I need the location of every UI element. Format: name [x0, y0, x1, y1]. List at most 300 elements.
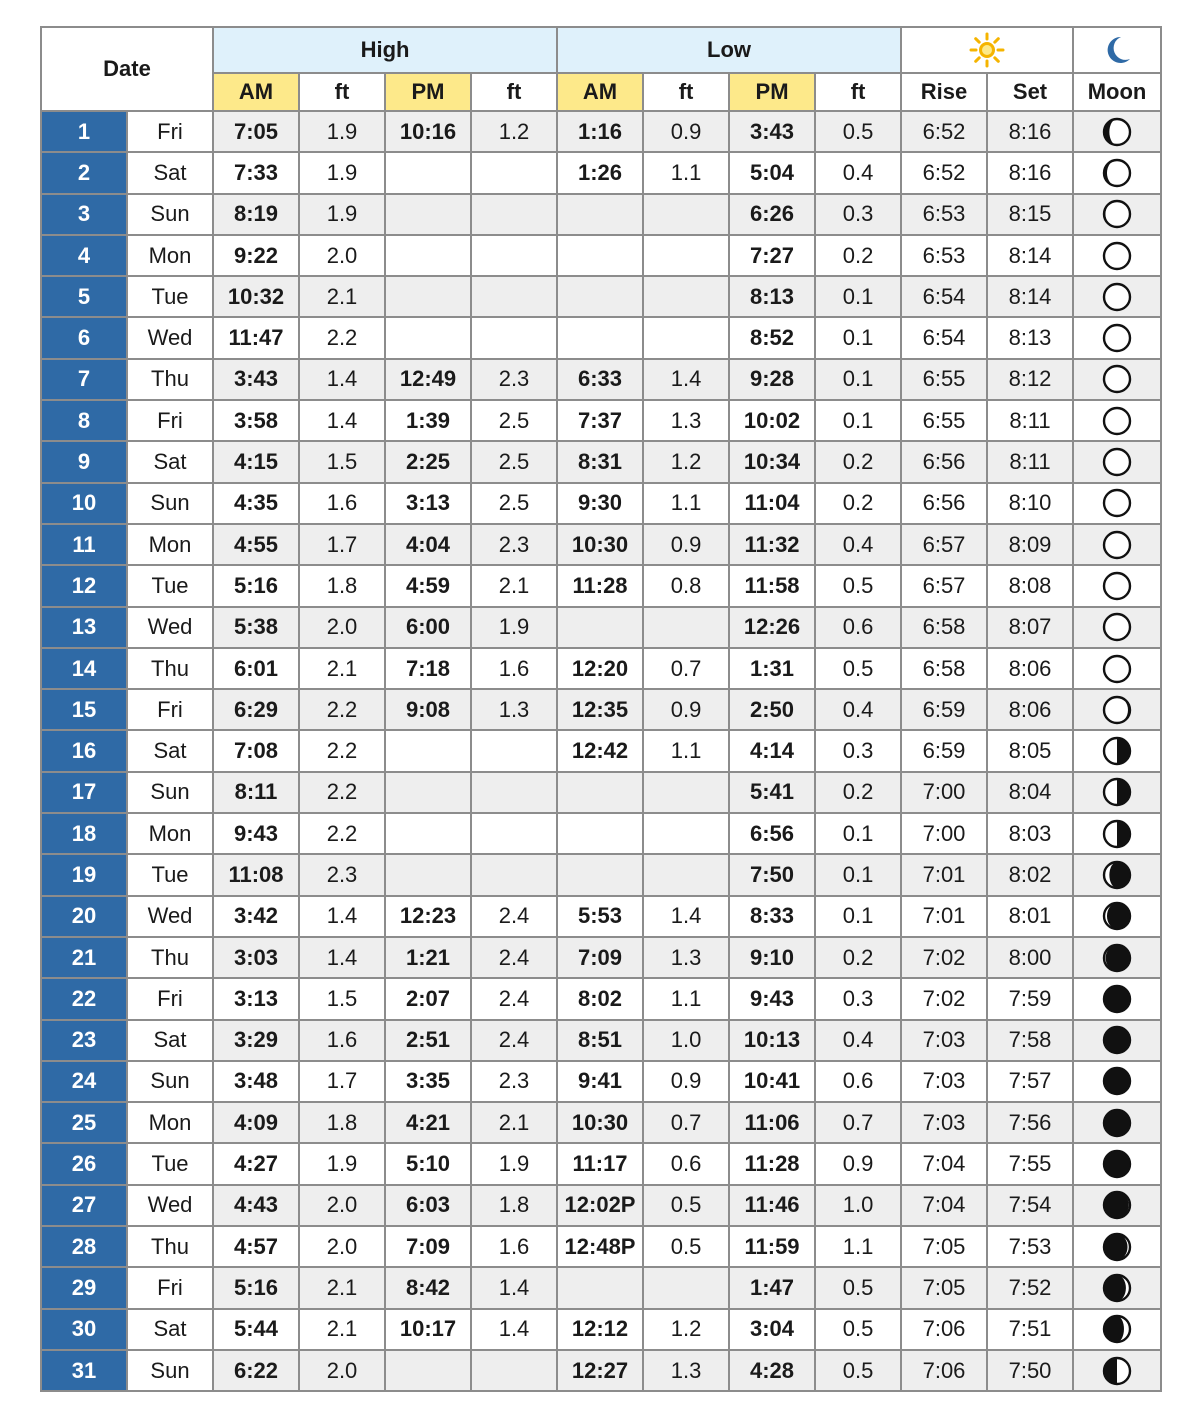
- high-am-ft: 1.4: [299, 896, 385, 937]
- day-name: Thu: [127, 1226, 213, 1267]
- day-number: 9: [41, 441, 127, 482]
- table-row: [41, 813, 1161, 854]
- low-am-ft: 1.2: [643, 441, 729, 482]
- header-low-pm: PM: [729, 73, 815, 111]
- high-am-ft: 2.0: [299, 235, 385, 276]
- high-am-time: 6:22: [213, 1350, 299, 1391]
- high-pm-time: 7:18: [385, 648, 471, 689]
- sunrise: 6:53: [901, 235, 987, 276]
- low-am-ft: 0.9: [643, 111, 729, 152]
- low-pm-time: 7:50: [729, 854, 815, 895]
- low-am-ft: 1.3: [643, 400, 729, 441]
- sunrise: 6:52: [901, 152, 987, 193]
- high-am-ft: 2.1: [299, 276, 385, 317]
- low-pm-time: 12:26: [729, 607, 815, 648]
- high-am-ft: 2.2: [299, 689, 385, 730]
- high-pm-ft: 1.4: [471, 1267, 557, 1308]
- high-pm-time: 2:51: [385, 1020, 471, 1061]
- header-high-pm-ft: ft: [471, 73, 557, 111]
- high-pm-ft: 1.8: [471, 1185, 557, 1226]
- sunrise: 7:01: [901, 854, 987, 895]
- high-am-ft: 1.4: [299, 937, 385, 978]
- low-am-time: 9:41: [557, 1061, 643, 1102]
- moon-phase-icon: [1101, 776, 1133, 808]
- high-am-ft: 1.7: [299, 1061, 385, 1102]
- low-pm-ft: 0.6: [815, 1061, 901, 1102]
- high-am-time: 3:43: [213, 359, 299, 400]
- high-pm-ft: [471, 854, 557, 895]
- low-am-time: 5:53: [557, 896, 643, 937]
- high-am-ft: 2.1: [299, 1267, 385, 1308]
- sunrise: 6:59: [901, 730, 987, 771]
- moon-phase-cell: [1073, 235, 1161, 276]
- low-am-ft: 0.6: [643, 1143, 729, 1184]
- high-pm-time: 3:13: [385, 483, 471, 524]
- sunrise: 6:56: [901, 441, 987, 482]
- moon-phase-icon: [1101, 1148, 1133, 1180]
- moon-phase-cell: [1073, 978, 1161, 1019]
- high-pm-ft: 1.6: [471, 1226, 557, 1267]
- day-name: Sat: [127, 1020, 213, 1061]
- moon-phase-cell: [1073, 317, 1161, 358]
- moon-phase-cell: [1073, 730, 1161, 771]
- day-name: Tue: [127, 565, 213, 606]
- low-am-time: 9:30: [557, 483, 643, 524]
- low-pm-ft: 0.3: [815, 730, 901, 771]
- table-row: [41, 854, 1161, 895]
- high-pm-time: 4:59: [385, 565, 471, 606]
- sunset: 8:14: [987, 235, 1073, 276]
- moon-phase-icon: [1101, 859, 1133, 891]
- sunset: 7:57: [987, 1061, 1073, 1102]
- low-am-ft: [643, 317, 729, 358]
- moon-phase-cell: [1073, 524, 1161, 565]
- sunrise: 6:55: [901, 400, 987, 441]
- header-low-am-ft: ft: [643, 73, 729, 111]
- high-pm-time: 10:16: [385, 111, 471, 152]
- high-am-ft: 1.7: [299, 524, 385, 565]
- tide-table: [40, 26, 1162, 1392]
- high-pm-ft: 2.3: [471, 1061, 557, 1102]
- low-am-time: 8:51: [557, 1020, 643, 1061]
- sunset: 8:14: [987, 276, 1073, 317]
- high-pm-ft: 2.3: [471, 359, 557, 400]
- sunrise: 6:54: [901, 276, 987, 317]
- day-name: Tue: [127, 854, 213, 895]
- day-name: Thu: [127, 937, 213, 978]
- table-row: [41, 1350, 1161, 1391]
- low-am-time: 7:09: [557, 937, 643, 978]
- low-am-ft: [643, 772, 729, 813]
- low-am-time: 10:30: [557, 524, 643, 565]
- low-am-ft: 1.1: [643, 978, 729, 1019]
- low-pm-ft: 1.0: [815, 1185, 901, 1226]
- high-am-time: 7:05: [213, 111, 299, 152]
- day-name: Fri: [127, 1267, 213, 1308]
- sunset: 8:16: [987, 152, 1073, 193]
- high-am-time: 3:48: [213, 1061, 299, 1102]
- day-name: Sun: [127, 772, 213, 813]
- sunrise: 6:53: [901, 194, 987, 235]
- moon-phase-icon: [1101, 1189, 1133, 1221]
- low-am-ft: 1.4: [643, 896, 729, 937]
- day-number: 31: [41, 1350, 127, 1391]
- high-am-time: 7:33: [213, 152, 299, 193]
- moon-phase-icon: [1101, 198, 1133, 230]
- low-pm-ft: 0.1: [815, 400, 901, 441]
- high-am-ft: 1.9: [299, 194, 385, 235]
- high-am-time: 11:47: [213, 317, 299, 358]
- sunrise: 7:06: [901, 1309, 987, 1350]
- sunrise: 7:05: [901, 1226, 987, 1267]
- high-am-ft: 2.0: [299, 1226, 385, 1267]
- day-name: Mon: [127, 524, 213, 565]
- low-pm-time: 11:06: [729, 1102, 815, 1143]
- low-pm-ft: 0.1: [815, 317, 901, 358]
- low-am-time: 6:33: [557, 359, 643, 400]
- sunset: 8:15: [987, 194, 1073, 235]
- table-row: [41, 896, 1161, 937]
- low-pm-time: 3:04: [729, 1309, 815, 1350]
- sunrise: 6:52: [901, 111, 987, 152]
- day-name: Mon: [127, 813, 213, 854]
- high-pm-ft: [471, 317, 557, 358]
- high-am-ft: 1.5: [299, 441, 385, 482]
- table-row: [41, 1226, 1161, 1267]
- sunrise: 7:03: [901, 1020, 987, 1061]
- table-row: [41, 317, 1161, 358]
- high-am-time: 11:08: [213, 854, 299, 895]
- high-pm-time: [385, 1350, 471, 1391]
- day-name: Fri: [127, 689, 213, 730]
- low-am-ft: [643, 607, 729, 648]
- low-pm-ft: 0.3: [815, 978, 901, 1019]
- low-pm-ft: 0.1: [815, 896, 901, 937]
- low-pm-time: 11:32: [729, 524, 815, 565]
- high-am-time: 5:44: [213, 1309, 299, 1350]
- high-pm-ft: 2.3: [471, 524, 557, 565]
- day-name: Sat: [127, 1309, 213, 1350]
- low-pm-time: 6:56: [729, 813, 815, 854]
- low-am-time: [557, 854, 643, 895]
- table-row: [41, 1309, 1161, 1350]
- table-row: [41, 1185, 1161, 1226]
- high-am-time: 6:01: [213, 648, 299, 689]
- day-name: Wed: [127, 607, 213, 648]
- low-pm-time: 8:52: [729, 317, 815, 358]
- table-row: [41, 1143, 1161, 1184]
- low-pm-time: 9:10: [729, 937, 815, 978]
- high-am-ft: 2.2: [299, 772, 385, 813]
- low-pm-ft: 0.6: [815, 607, 901, 648]
- sunrise: 6:57: [901, 524, 987, 565]
- moon-phase-icon: [1101, 942, 1133, 974]
- day-number: 18: [41, 813, 127, 854]
- low-pm-ft: 0.2: [815, 772, 901, 813]
- low-pm-ft: 0.2: [815, 483, 901, 524]
- low-pm-ft: 0.1: [815, 359, 901, 400]
- low-pm-time: 5:41: [729, 772, 815, 813]
- day-number: 7: [41, 359, 127, 400]
- high-am-ft: 2.0: [299, 1185, 385, 1226]
- table-row: [41, 400, 1161, 441]
- low-am-time: [557, 276, 643, 317]
- header-high: High: [213, 27, 557, 73]
- table-row: [41, 1102, 1161, 1143]
- day-number: 30: [41, 1309, 127, 1350]
- sunset: 7:52: [987, 1267, 1073, 1308]
- high-am-ft: 1.6: [299, 1020, 385, 1061]
- sunrise: 6:58: [901, 648, 987, 689]
- sunrise: 6:57: [901, 565, 987, 606]
- high-pm-time: [385, 317, 471, 358]
- low-pm-time: 5:04: [729, 152, 815, 193]
- day-name: Mon: [127, 235, 213, 276]
- moon-phase-cell: [1073, 1350, 1161, 1391]
- low-pm-ft: 0.2: [815, 937, 901, 978]
- high-pm-time: [385, 813, 471, 854]
- day-number: 14: [41, 648, 127, 689]
- day-number: 2: [41, 152, 127, 193]
- low-am-ft: [643, 235, 729, 276]
- sunset: 7:51: [987, 1309, 1073, 1350]
- day-name: Fri: [127, 978, 213, 1019]
- moon-phase-icon: [1101, 694, 1133, 726]
- high-am-ft: 1.8: [299, 565, 385, 606]
- moon-phase-icon: [1101, 1313, 1133, 1345]
- sunset: 8:10: [987, 483, 1073, 524]
- high-am-time: 9:22: [213, 235, 299, 276]
- sunrise: 7:01: [901, 896, 987, 937]
- moon-phase-icon: [1101, 983, 1133, 1015]
- high-am-ft: 2.1: [299, 648, 385, 689]
- moon-phase-icon: [1101, 1065, 1133, 1097]
- low-am-ft: 1.1: [643, 483, 729, 524]
- high-pm-time: [385, 854, 471, 895]
- high-am-ft: 1.9: [299, 111, 385, 152]
- moon-phase-icon: [1101, 1024, 1133, 1056]
- sunrise: 6:55: [901, 359, 987, 400]
- moon-phase-icon: [1101, 405, 1133, 437]
- sunset: 8:06: [987, 648, 1073, 689]
- moon-phase-icon: [1101, 363, 1133, 395]
- high-pm-ft: [471, 194, 557, 235]
- day-name: Sat: [127, 152, 213, 193]
- sunrise: 7:04: [901, 1143, 987, 1184]
- low-pm-time: 10:34: [729, 441, 815, 482]
- high-am-time: 5:38: [213, 607, 299, 648]
- day-name: Sat: [127, 730, 213, 771]
- high-am-time: 7:08: [213, 730, 299, 771]
- high-pm-time: 12:49: [385, 359, 471, 400]
- header-low-pm-ft: ft: [815, 73, 901, 111]
- high-pm-time: 2:07: [385, 978, 471, 1019]
- low-am-ft: 0.9: [643, 689, 729, 730]
- low-am-time: 12:42: [557, 730, 643, 771]
- sunrise: 6:56: [901, 483, 987, 524]
- moon-phase-cell: [1073, 648, 1161, 689]
- low-pm-time: 9:43: [729, 978, 815, 1019]
- header-high-am: AM: [213, 73, 299, 111]
- moon-phase-cell: [1073, 1226, 1161, 1267]
- sunset: 8:01: [987, 896, 1073, 937]
- moon-phase-icon: [1101, 1355, 1133, 1387]
- moon-phase-cell: [1073, 483, 1161, 524]
- table-row: [41, 1267, 1161, 1308]
- moon-phase-icon: [1101, 446, 1133, 478]
- day-name: Thu: [127, 359, 213, 400]
- low-am-time: [557, 772, 643, 813]
- moon-phase-cell: [1073, 896, 1161, 937]
- high-am-time: 6:29: [213, 689, 299, 730]
- high-am-ft: 1.9: [299, 1143, 385, 1184]
- sunset: 8:16: [987, 111, 1073, 152]
- day-number: 10: [41, 483, 127, 524]
- high-pm-time: 4:04: [385, 524, 471, 565]
- high-pm-time: [385, 194, 471, 235]
- high-am-ft: 1.4: [299, 400, 385, 441]
- moon-phase-cell: [1073, 937, 1161, 978]
- high-pm-ft: 2.5: [471, 483, 557, 524]
- sunrise: 7:06: [901, 1350, 987, 1391]
- low-pm-time: 8:13: [729, 276, 815, 317]
- day-number: 16: [41, 730, 127, 771]
- high-pm-ft: 1.9: [471, 607, 557, 648]
- moon-phase-cell: [1073, 1309, 1161, 1350]
- sunrise: 7:02: [901, 978, 987, 1019]
- day-number: 1: [41, 111, 127, 152]
- high-pm-ft: 2.4: [471, 937, 557, 978]
- day-name: Mon: [127, 1102, 213, 1143]
- low-am-time: 12:12: [557, 1309, 643, 1350]
- header-low: Low: [557, 27, 901, 73]
- low-pm-time: 7:27: [729, 235, 815, 276]
- low-am-time: [557, 235, 643, 276]
- low-pm-time: 11:58: [729, 565, 815, 606]
- high-am-time: 3:03: [213, 937, 299, 978]
- day-name: Sun: [127, 194, 213, 235]
- day-number: 5: [41, 276, 127, 317]
- high-am-time: 4:57: [213, 1226, 299, 1267]
- table-row: [41, 689, 1161, 730]
- low-pm-ft: 0.9: [815, 1143, 901, 1184]
- high-pm-ft: 1.9: [471, 1143, 557, 1184]
- high-pm-ft: 1.3: [471, 689, 557, 730]
- table-row: [41, 607, 1161, 648]
- high-pm-ft: 2.5: [471, 400, 557, 441]
- low-am-ft: 1.1: [643, 730, 729, 771]
- sunset: 8:02: [987, 854, 1073, 895]
- moon-phase-cell: [1073, 854, 1161, 895]
- table-row: [41, 1061, 1161, 1102]
- moon-phase-cell: [1073, 194, 1161, 235]
- low-pm-time: 11:46: [729, 1185, 815, 1226]
- low-pm-ft: 0.5: [815, 1309, 901, 1350]
- high-am-time: 5:16: [213, 1267, 299, 1308]
- low-am-time: 10:30: [557, 1102, 643, 1143]
- header-date: Date: [41, 27, 213, 111]
- moon-phase-cell: [1073, 689, 1161, 730]
- low-am-ft: [643, 194, 729, 235]
- high-pm-ft: 2.5: [471, 441, 557, 482]
- high-pm-ft: [471, 772, 557, 813]
- high-pm-ft: [471, 152, 557, 193]
- sunset: 7:58: [987, 1020, 1073, 1061]
- moon-phase-cell: [1073, 152, 1161, 193]
- moon-phase-cell: [1073, 1143, 1161, 1184]
- low-pm-ft: 1.1: [815, 1226, 901, 1267]
- day-number: 25: [41, 1102, 127, 1143]
- high-am-ft: 1.8: [299, 1102, 385, 1143]
- day-name: Sat: [127, 441, 213, 482]
- high-pm-time: 1:39: [385, 400, 471, 441]
- low-pm-ft: 0.3: [815, 194, 901, 235]
- sunset: 8:04: [987, 772, 1073, 813]
- header-sun: [901, 27, 1073, 73]
- high-pm-time: 6:00: [385, 607, 471, 648]
- day-name: Sun: [127, 1061, 213, 1102]
- high-am-ft: 1.9: [299, 152, 385, 193]
- low-pm-time: 8:33: [729, 896, 815, 937]
- low-pm-time: 11:04: [729, 483, 815, 524]
- high-pm-ft: [471, 730, 557, 771]
- day-number: 24: [41, 1061, 127, 1102]
- high-am-time: 4:55: [213, 524, 299, 565]
- high-am-time: 8:19: [213, 194, 299, 235]
- table-row: [41, 978, 1161, 1019]
- low-am-time: [557, 194, 643, 235]
- moon-phase-cell: [1073, 1102, 1161, 1143]
- low-pm-time: 2:50: [729, 689, 815, 730]
- day-number: 23: [41, 1020, 127, 1061]
- low-am-ft: 0.8: [643, 565, 729, 606]
- moon-phase-icon: [1101, 818, 1133, 850]
- high-pm-time: 9:08: [385, 689, 471, 730]
- sunrise: 7:03: [901, 1061, 987, 1102]
- high-pm-ft: 2.4: [471, 978, 557, 1019]
- low-am-ft: 0.9: [643, 1061, 729, 1102]
- low-am-time: 11:17: [557, 1143, 643, 1184]
- sunset: 7:53: [987, 1226, 1073, 1267]
- high-am-time: 9:43: [213, 813, 299, 854]
- high-pm-time: 6:03: [385, 1185, 471, 1226]
- low-pm-time: 4:14: [729, 730, 815, 771]
- low-pm-time: 3:43: [729, 111, 815, 152]
- high-pm-ft: [471, 276, 557, 317]
- moon-phase-cell: [1073, 607, 1161, 648]
- high-am-ft: 2.0: [299, 1350, 385, 1391]
- high-pm-ft: [471, 1350, 557, 1391]
- low-pm-time: 9:28: [729, 359, 815, 400]
- high-pm-time: 8:42: [385, 1267, 471, 1308]
- table-row: [41, 152, 1161, 193]
- low-pm-ft: 0.2: [815, 235, 901, 276]
- day-number: 13: [41, 607, 127, 648]
- high-am-ft: 2.0: [299, 607, 385, 648]
- high-am-time: 10:32: [213, 276, 299, 317]
- header-moon: Moon: [1073, 73, 1161, 111]
- low-pm-time: 6:26: [729, 194, 815, 235]
- low-pm-time: 4:28: [729, 1350, 815, 1391]
- high-am-time: 4:27: [213, 1143, 299, 1184]
- moon-phase-cell: [1073, 400, 1161, 441]
- sunset: 8:11: [987, 441, 1073, 482]
- sunrise: 7:00: [901, 772, 987, 813]
- low-pm-time: 11:59: [729, 1226, 815, 1267]
- day-number: 21: [41, 937, 127, 978]
- moon-phase-icon: [1101, 1107, 1133, 1139]
- low-pm-ft: 0.7: [815, 1102, 901, 1143]
